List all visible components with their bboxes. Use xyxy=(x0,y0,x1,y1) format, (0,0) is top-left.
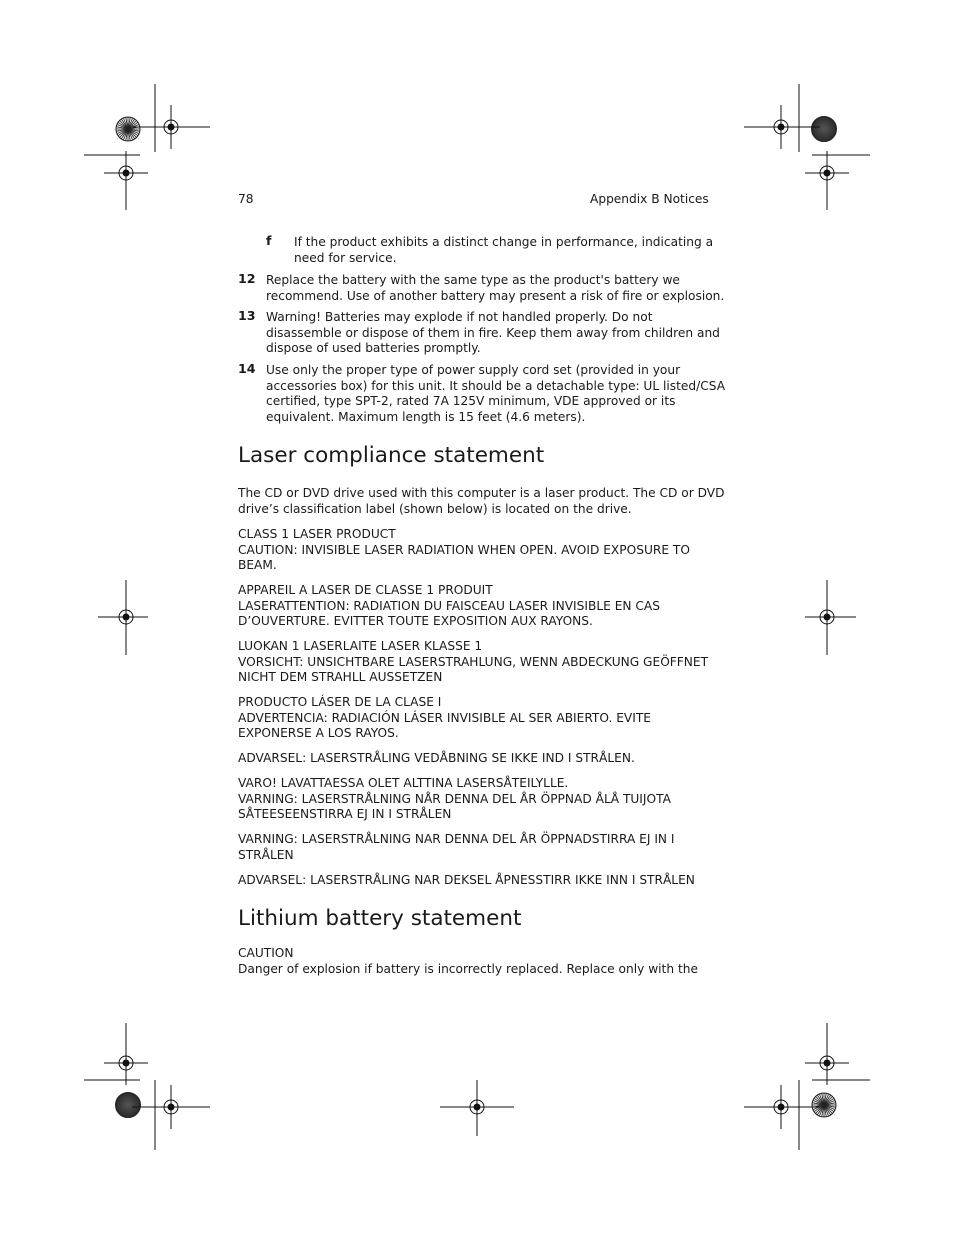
paragraph: VARO! LAVATTAESSA OLET ALTTINA LASERSÅTEILYLLE. VARNING: LASERSTRÅLNING NÅR DENNA DEL ÅR ÖPPNAD ÅLÅ TUIJOTA SÅTEESEENSTIRRA EJ IN I STRÅLEN xyxy=(238,776,671,822)
list-marker: 13 xyxy=(238,308,256,323)
page-number: 78 xyxy=(238,192,254,206)
list-item-text: Replace the battery with the same type as the product's battery we recommend. Use of another battery may present a risk of fire or explosion. xyxy=(266,273,725,303)
paragraph: LUOKAN 1 LASERLAITE LASER KLASSE 1 VORSICHT: UNSICHTBARE LASERSTRAHLUNG, WENN ABDECKUNG GEÖFFNET NICHT DEM STRAHLL AUSSETZEN xyxy=(238,639,709,685)
list-item-text: If the product exhibits a distinct change in performance, indicating a need for service. xyxy=(294,235,714,265)
list-marker: 12 xyxy=(238,271,256,286)
paragraph: ADVARSEL: LASERSTRÅLING NAR DEKSEL ÅPNESSTIRR IKKE INN I STRÅLEN xyxy=(238,873,695,887)
list-item-text: Use only the proper type of power supply cord set (provided in your accessories box) for this unit. It should be a detachable type: UL listed/CSA certified, type SPT-2, rated 7A 125V minimum, VDE approved or its equivalent. Maximum length is 15 feet (4.6 meters). xyxy=(266,363,726,424)
list-marker: 14 xyxy=(238,361,256,376)
section-heading: Lithium battery statement xyxy=(238,906,522,931)
list-marker: f xyxy=(266,233,272,248)
list-item-text: Warning! Batteries may explode if not handled properly. Do not disassemble or dispose of them in fire. Keep them away from children and dispose of used batteries promptly. xyxy=(266,310,720,356)
paragraph: CLASS 1 LASER PRODUCT CAUTION: INVISIBLE LASER RADIATION WHEN OPEN. AVOID EXPOSURE TO BEAM. xyxy=(238,527,690,573)
paragraph: The CD or DVD drive used with this computer is a laser product. The CD or DVD drive’s classification label (shown below) is located on the drive. xyxy=(238,486,725,516)
paragraph: PRODUCTO LÁSER DE LA CLASE I ADVERTENCIA: RADIACIÓN LÁSER INVISIBLE AL SER ABIERTO. EVITE EXPONERSE A LOS RAYOS. xyxy=(238,695,652,741)
paragraph: APPAREIL A LASER DE CLASSE 1 PRODUIT LASERATTENTION: RADIATION DU FAISCEAU LASER INVISIBLE EN CAS D’OUVERTURE. EVITTER TOUTE EXPOSITION AUX RAYONS. xyxy=(238,583,660,629)
paragraph: CAUTION Danger of explosion if battery is incorrectly replaced. Replace only with the xyxy=(238,946,698,976)
paragraph: VARNING: LASERSTRÅLNING NAR DENNA DEL ÅR ÖPPNADSTIRRA EJ IN I STRÅLEN xyxy=(238,832,675,862)
running-header: Appendix B Notices xyxy=(590,192,709,206)
section-heading: Laser compliance statement xyxy=(238,443,545,468)
paragraph: ADVARSEL: LASERSTRÅLING VEDÅBNING SE IKKE IND I STRÅLEN. xyxy=(238,751,635,765)
